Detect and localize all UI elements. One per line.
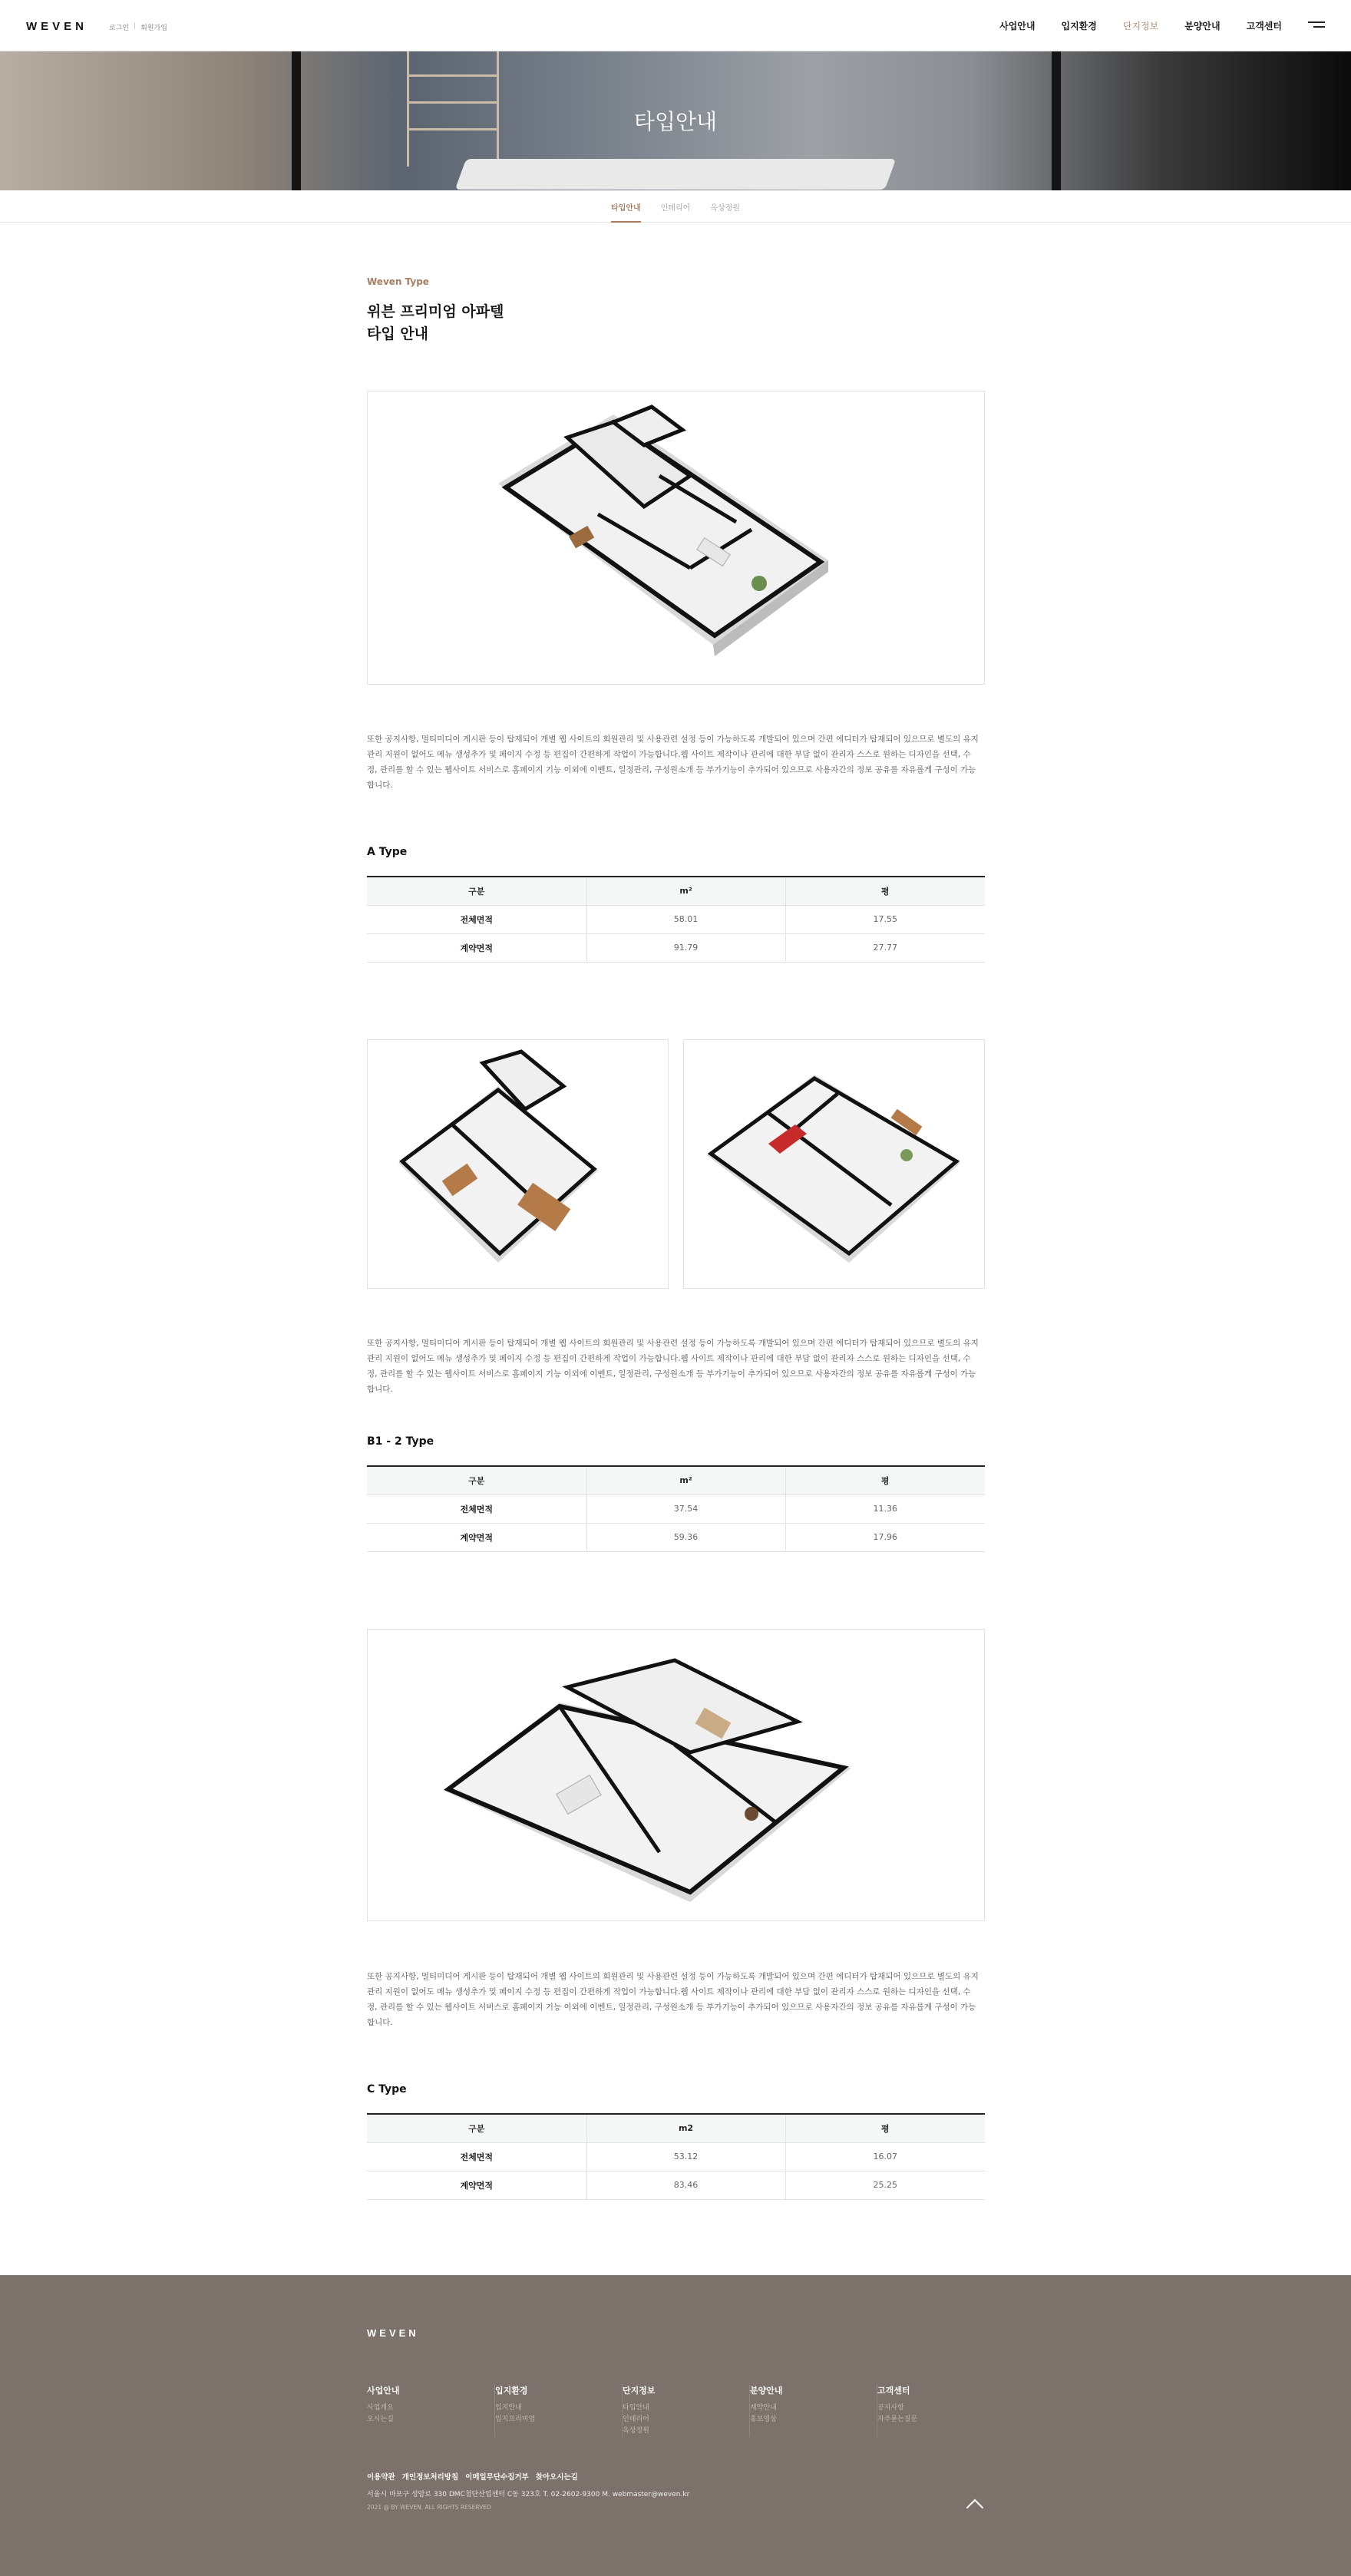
table-cell: 25.25 (785, 2171, 985, 2199)
footer-link[interactable]: 홍보영상 (750, 2416, 777, 2423)
email-policy-link[interactable]: 이메일무단수집거부 (465, 2473, 529, 2482)
directions-link[interactable]: 찾아오시는길 (535, 2473, 578, 2482)
footer-link[interactable]: 입지안내 (495, 2404, 522, 2412)
hero-banner (0, 51, 1351, 190)
table-header-row (367, 877, 985, 905)
floor-plan-b1 (367, 1039, 669, 1289)
table-row (367, 933, 985, 962)
table-cell: 27.77 (785, 933, 985, 962)
sub-nav (0, 190, 1351, 223)
table-header-row (367, 1466, 985, 1494)
footer-link[interactable]: 입지프리미엄 (495, 2416, 536, 2423)
util-links (109, 22, 167, 32)
terms-link[interactable]: 이용약관 (367, 2473, 395, 2482)
table-cell: 전체면적 (367, 1494, 586, 1523)
nav-item-business[interactable]: 사업안내 (999, 21, 1036, 31)
table-header: 구분 (367, 1466, 586, 1494)
footer-address: 서울시 마포구 성암로 330 DMC첨단산업센터 C동 323호 T. 02-2602-9300 M. webmaster@weven.kr (367, 2491, 690, 2498)
spec-table-c (367, 2113, 985, 2200)
table-cell: 계약면적 (367, 2171, 586, 2199)
footer-column-title[interactable]: 단지정보 (623, 2386, 656, 2396)
table-row (367, 905, 985, 933)
tab-type[interactable]: 타입안내 (611, 201, 641, 223)
table-header: m² (586, 877, 785, 905)
footer-logo[interactable]: WEVEN (367, 2327, 419, 2339)
floor-plan-b1-image (368, 1040, 669, 1289)
signup-link[interactable]: 회원가입 (140, 25, 167, 32)
nav-item-complex[interactable]: 단지정보 (1122, 21, 1159, 31)
type-title-b: B1 - 2 Type (367, 1435, 434, 1448)
table-cell: 계약면적 (367, 1523, 586, 1551)
table-header: m² (586, 1466, 785, 1494)
footer-column (622, 2384, 749, 2437)
table-header: 평 (785, 2114, 985, 2142)
page-title: 타입안내 (633, 109, 718, 134)
floor-plan-b2 (683, 1039, 985, 1289)
table-header: 구분 (367, 2114, 586, 2142)
section-title-line: 위븐 프리미엄 아파텔 (367, 303, 504, 320)
description-c: 또한 공지사항, 멀티미디어 게시판 등이 탑재되어 개별 웹 사이트의 회원관리 및 사용관련 설정 등이 가능하도록 개발되어 있으며 간편 에디터가 탑재되어 있으므로 별도의 유지관리 지원이 없어도 메뉴 생성추가 및 페이지 수정 등 편집이 간편하게 작업이 가능합니다.웹 사이트 제작이나 관리에 대한 부담 없이 관리자 스스로 원하는 디자인을 선택, 수정, 관리를 할 수 있는 웹사이트 서비스로 홈페이지 기능 이외에 이벤트, 일정관리, 구성원소개 등 부가기능이 추가되어 있으므로 사용자간의 정보 공유를 자유롭게 구성이 가능합니다. (367, 1972, 979, 2027)
footer-link[interactable]: 옥상정원 (623, 2427, 649, 2435)
footer-column (367, 2384, 494, 2437)
footer-column-title[interactable]: 고객센터 (877, 2386, 910, 2396)
floor-plan-c-image (368, 1630, 985, 1921)
main-nav (999, 19, 1282, 32)
table-cell: 91.79 (586, 933, 785, 962)
table-cell: 83.46 (586, 2171, 785, 2199)
table-row (367, 1523, 985, 1551)
table-cell: 전체면적 (367, 2142, 586, 2171)
footer-column (494, 2384, 622, 2437)
section-title (367, 301, 504, 345)
table-cell: 전체면적 (367, 905, 586, 933)
type-title-a: A Type (367, 846, 408, 858)
table-cell: 59.36 (586, 1523, 785, 1551)
footer-link[interactable]: 자주묻는질문 (877, 2416, 918, 2423)
table-row (367, 2171, 985, 2199)
table-cell: 53.12 (586, 2142, 785, 2171)
table-header: 평 (785, 1466, 985, 1494)
site-footer (0, 2275, 1351, 2576)
footer-sitemap (367, 2384, 1004, 2437)
table-cell: 11.36 (785, 1494, 985, 1523)
footer-copyright: 2021 @ BY WEVEN. ALL RIGHTS RESERVED (367, 2504, 491, 2511)
floor-plan-a (367, 391, 985, 685)
footer-policy-links (367, 2471, 578, 2482)
footer-column (877, 2384, 1004, 2437)
footer-column-title[interactable]: 사업안내 (367, 2386, 400, 2396)
floor-plan-a-image (368, 391, 985, 685)
description-a: 또한 공지사항, 멀티미디어 게시판 등이 탑재되어 개별 웹 사이트의 회원관리 및 사용관련 설정 등이 가능하도록 개발되어 있으며 간편 에디터가 탑재되어 있으므로 별도의 유지관리 지원이 없어도 메뉴 생성추가 및 페이지 수정 등 편집이 간편하게 작업이 가능합니다.웹 사이트 제작이나 관리에 대한 부담 없이 관리자 스스로 원하는 디자인을 선택, 수정, 관리를 할 수 있는 웹사이트 서비스로 홈페이지 기능 이외에 이벤트, 일정관리, 구성원소개 등 부가기능이 추가되어 있으므로 사용자간의 정보 공유를 자유롭게 구성이 가능합니다. (367, 735, 979, 790)
tab-rooftop[interactable]: 옥상정원 (710, 204, 740, 213)
section-title-line: 타입 안내 (367, 325, 429, 342)
section-eyebrow: Weven Type (367, 276, 429, 287)
hamburger-menu-icon[interactable] (1308, 21, 1325, 31)
table-cell: 58.01 (586, 905, 785, 933)
table-header-row (367, 2114, 985, 2142)
footer-link[interactable]: 사업개요 (367, 2404, 394, 2412)
footer-link[interactable]: 오시는길 (367, 2416, 394, 2423)
login-link[interactable]: 로그인 (109, 25, 130, 32)
footer-column-title[interactable]: 분양안내 (750, 2386, 783, 2396)
footer-column-title[interactable]: 입지환경 (495, 2386, 528, 2396)
footer-link[interactable]: 공지사항 (877, 2404, 904, 2412)
table-header: 구분 (367, 877, 586, 905)
scroll-top-icon[interactable] (966, 2499, 984, 2517)
table-cell: 16.07 (785, 2142, 985, 2171)
spec-table-a (367, 876, 985, 963)
footer-column (749, 2384, 877, 2437)
logo[interactable]: WEVEN (26, 20, 88, 33)
nav-item-sales[interactable]: 분양안내 (1184, 21, 1221, 31)
table-cell: 계약면적 (367, 933, 586, 962)
description-b: 또한 공지사항, 멀티미디어 게시판 등이 탑재되어 개별 웹 사이트의 회원관리 및 사용관련 설정 등이 가능하도록 개발되어 있으며 간편 에디터가 탑재되어 있으므로 별도의 유지관리 지원이 없어도 메뉴 생성추가 및 페이지 수정 등 편집이 간편하게 작업이 가능합니다.웹 사이트 제작이나 관리에 대한 부담 없이 관리자 스스로 원하는 디자인을 선택, 수정, 관리를 할 수 있는 웹사이트 서비스로 홈페이지 기능 이외에 이벤트, 일정관리, 구성원소개 등 부가기능이 추가되어 있으므로 사용자간의 정보 공유를 자유롭게 구성이 가능합니다. (367, 1339, 979, 1394)
table-cell: 37.54 (586, 1494, 785, 1523)
table-row (367, 2142, 985, 2171)
type-title-c: C Type (367, 2083, 407, 2095)
spec-table-b (367, 1465, 985, 1552)
footer-link[interactable]: 계약안내 (750, 2404, 777, 2412)
table-header: m2 (586, 2114, 785, 2142)
site-header (0, 0, 1351, 51)
table-cell: 17.55 (785, 905, 985, 933)
table-cell: 17.96 (785, 1523, 985, 1551)
tab-interior[interactable]: 인테리어 (660, 204, 691, 213)
nav-item-location[interactable]: 입지환경 (1061, 21, 1097, 31)
table-row (367, 1494, 985, 1523)
privacy-link[interactable]: 개인정보처리방침 (401, 2473, 459, 2482)
floor-plan-b2-image (684, 1040, 985, 1289)
table-header: 평 (785, 877, 985, 905)
hero-photo-table (455, 159, 897, 190)
nav-item-support[interactable]: 고객센터 (1246, 21, 1282, 31)
footer-link[interactable]: 인테리어 (623, 2416, 649, 2423)
footer-link[interactable]: 타입안내 (623, 2404, 649, 2412)
util-divider: | (134, 22, 137, 30)
floor-plan-c (367, 1629, 985, 1921)
